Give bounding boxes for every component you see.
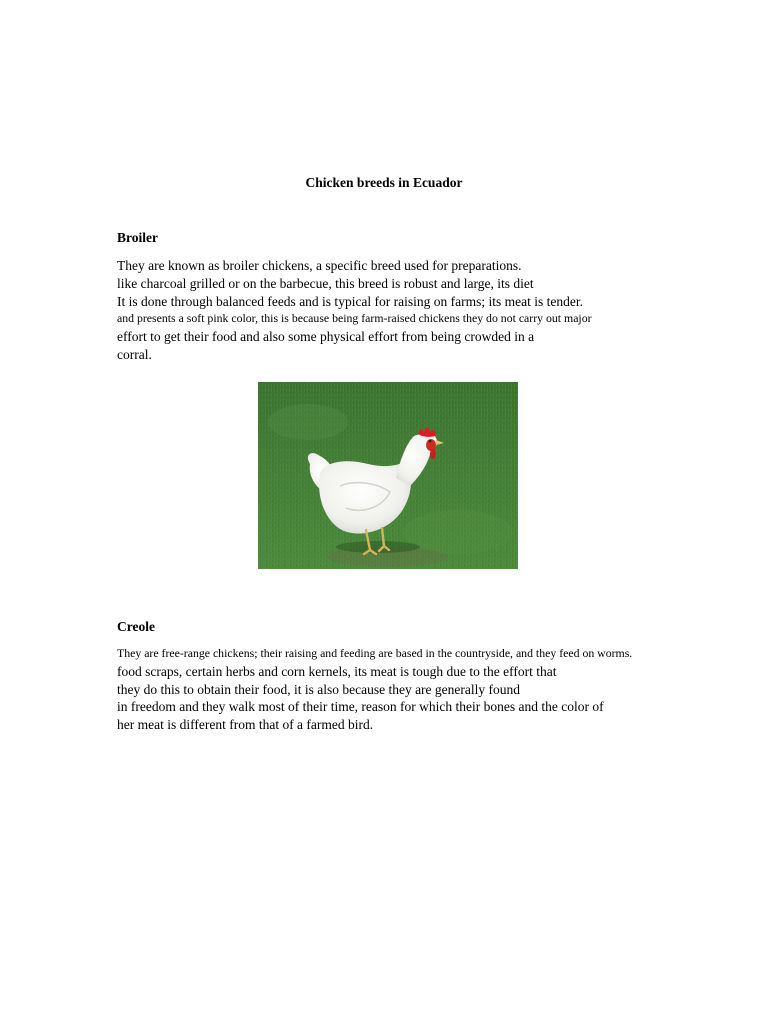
section-heading-broiler: Broiler xyxy=(117,230,158,245)
paragraph-creole xyxy=(117,645,677,734)
white-hen-photo xyxy=(258,382,518,569)
page-title: Chicken breeds in Ecuador xyxy=(305,175,463,190)
paragraph-broiler xyxy=(117,257,677,364)
paragraph-line: food scraps, certain herbs and corn kernels, its meat is tough due to the effort that xyxy=(117,663,557,679)
paragraph-line: They are known as broiler chickens, a specific breed used for preparations. xyxy=(117,258,522,273)
paragraph-line: They are free-range chickens; their raising and feeding are based in the countryside, and they feed on worms. xyxy=(117,646,633,660)
paragraph-line: like charcoal grilled or on the barbecue, this breed is robust and large, its diet xyxy=(117,275,534,291)
paragraph-line: her meat is different from that of a farmed bird. xyxy=(117,717,374,733)
paragraph-line: corral. xyxy=(117,346,152,362)
paragraph-line: in freedom and they walk most of their time, reason for which their bones and the color of xyxy=(117,699,604,715)
paragraph-line: they do this to obtain their food, it is also because they are generally found xyxy=(117,681,521,697)
paragraph-line: and presents a soft pink color, this is because being farm-raised chickens they do not carry out major xyxy=(117,311,592,326)
paragraph-line: effort to get their food and also some physical effort from being crowded in a xyxy=(117,329,535,345)
paragraph-line: It is done through balanced feeds and is typical for raising on farms; its meat is tender. xyxy=(117,293,584,309)
section-heading-creole: Creole xyxy=(117,619,155,634)
